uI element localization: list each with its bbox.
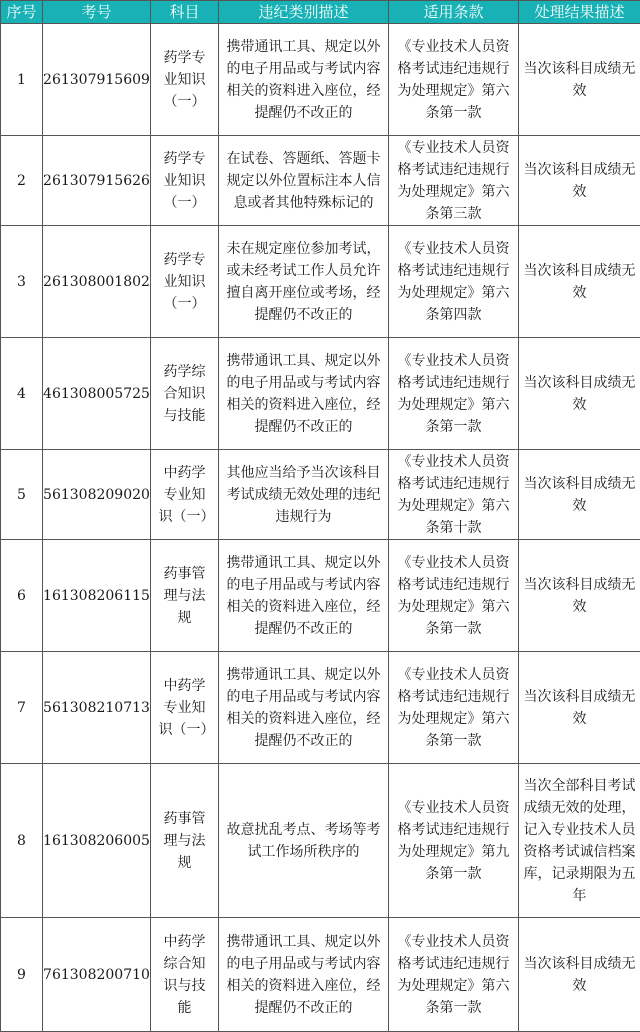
clause-text: 《专业技术人员资格考试违纪违规行为处理规定》第六条第一款 <box>394 931 514 1019</box>
subject-text: 药事管理与法规 <box>159 563 211 629</box>
clause-text: 《专业技术人员资格考试违纪违规行为处理规定》第九条第一款 <box>394 797 514 885</box>
cell-clause <box>389 764 519 918</box>
header-description: 违纪类别描述 <box>219 1 389 24</box>
table-row <box>1 338 640 450</box>
subject-text: 药学专业知识（一） <box>159 249 211 315</box>
cell-id: 261308001802 <box>43 226 151 338</box>
cell-no: 2 <box>1 136 43 226</box>
header-no: 序号 <box>1 1 43 24</box>
clause-text: 《专业技术人员资格考试违纪违规行为处理规定》第六条第一款 <box>394 664 514 752</box>
table-header <box>1 1 640 24</box>
header-subject: 科目 <box>151 1 219 24</box>
cell-result <box>519 918 640 1032</box>
subject-text: 药学专业知识（一） <box>159 148 211 214</box>
table-row <box>1 540 640 652</box>
cell-id: 161308206005 <box>43 764 151 918</box>
table-body <box>1 24 640 1032</box>
cell-description <box>219 226 389 338</box>
result-text: 当次该科目成绩无效 <box>524 58 636 102</box>
cell-no: 7 <box>1 652 43 764</box>
subject-text: 中药学专业知识（一） <box>159 675 211 741</box>
cell-clause <box>389 450 519 540</box>
cell-clause <box>389 338 519 450</box>
subject-text: 药学综合知识与技能 <box>159 361 211 427</box>
cell-clause <box>389 918 519 1032</box>
cell-clause <box>389 24 519 136</box>
cell-no: 5 <box>1 450 43 540</box>
cell-no: 4 <box>1 338 43 450</box>
cell-no: 3 <box>1 226 43 338</box>
result-text: 当次该科目成绩无效 <box>524 260 636 304</box>
cell-description <box>219 24 389 136</box>
subject-text: 中药学专业知识（一） <box>159 462 211 528</box>
description-text: 携带通讯工具、规定以外的电子用品或与考试内容相关的资料进入座位，经提醒仍不改正的 <box>224 931 384 1019</box>
result-text: 当次该科目成绩无效 <box>524 159 636 203</box>
table-row <box>1 764 640 918</box>
clause-text: 《专业技术人员资格考试违纪违规行为处理规定》第六条第一款 <box>394 552 514 640</box>
description-text: 携带通讯工具、规定以外的电子用品或与考试内容相关的资料进入座位，经提醒仍不改正的 <box>224 36 384 124</box>
table-row <box>1 226 640 338</box>
cell-subject <box>151 338 219 450</box>
subject-text: 中药学综合知识与技能 <box>159 931 211 1019</box>
cell-description <box>219 540 389 652</box>
header-result: 处理结果描述 <box>519 1 640 24</box>
subject-text: 药事管理与法规 <box>159 808 211 874</box>
cell-result <box>519 652 640 764</box>
table-row <box>1 24 640 136</box>
cell-id: 561308210713 <box>43 652 151 764</box>
cell-subject <box>151 226 219 338</box>
description-text: 携带通讯工具、规定以外的电子用品或与考试内容相关的资料进入座位，经提醒仍不改正的 <box>224 350 384 438</box>
description-text: 携带通讯工具、规定以外的电子用品或与考试内容相关的资料进入座位，经提醒仍不改正的 <box>224 552 384 640</box>
cell-result <box>519 338 640 450</box>
cell-result <box>519 540 640 652</box>
table-row <box>1 450 640 540</box>
table-row <box>1 652 640 764</box>
cell-description <box>219 450 389 540</box>
cell-result <box>519 764 640 918</box>
cell-no: 6 <box>1 540 43 652</box>
table-row <box>1 136 640 226</box>
cell-no: 1 <box>1 24 43 136</box>
clause-text: 《专业技术人员资格考试违纪违规行为处理规定》第六条第一款 <box>394 350 514 438</box>
clause-text: 《专业技术人员资格考试违纪违规行为处理规定》第六条第十款 <box>394 451 514 539</box>
clause-text: 《专业技术人员资格考试违纪违规行为处理规定》第六条第四款 <box>394 238 514 326</box>
description-text: 故意扰乱考点、考场等考试工作场所秩序的 <box>224 819 384 863</box>
cell-id: 261307915609 <box>43 24 151 136</box>
cell-id: 761308200710 <box>43 918 151 1032</box>
clause-text: 《专业技术人员资格考试违纪违规行为处理规定》第六条第一款 <box>394 36 514 124</box>
cell-description <box>219 918 389 1032</box>
cell-subject <box>151 652 219 764</box>
cell-clause <box>389 652 519 764</box>
header-id: 考号 <box>43 1 151 24</box>
cell-no: 9 <box>1 918 43 1032</box>
cell-description <box>219 764 389 918</box>
cell-clause <box>389 226 519 338</box>
cell-subject <box>151 24 219 136</box>
description-text: 未在规定座位参加考试，或未经考试工作人员允许擅自离开座位或考场，经提醒仍不改正的 <box>224 238 384 326</box>
cell-subject <box>151 918 219 1032</box>
cell-result <box>519 24 640 136</box>
table-row <box>1 918 640 1032</box>
cell-clause <box>389 136 519 226</box>
cell-description <box>219 338 389 450</box>
subject-text: 药学专业知识（一） <box>159 47 211 113</box>
result-text: 当次全部科目考试成绩无效的处理，记入专业技术人员资格考试诚信档案库，记录期限为五年 <box>524 775 636 907</box>
description-text: 在试卷、答题纸、答题卡规定以外位置标注本人信息或者其他特殊标记的 <box>224 148 384 214</box>
result-text: 当次该科目成绩无效 <box>524 372 636 416</box>
cell-description <box>219 136 389 226</box>
cell-subject <box>151 136 219 226</box>
cell-result <box>519 450 640 540</box>
cell-subject <box>151 764 219 918</box>
cell-no: 8 <box>1 764 43 918</box>
cell-id: 261307915626 <box>43 136 151 226</box>
cell-clause <box>389 540 519 652</box>
result-text: 当次该科目成绩无效 <box>524 574 636 618</box>
result-text: 当次该科目成绩无效 <box>524 473 636 517</box>
cell-subject <box>151 540 219 652</box>
result-text: 当次该科目成绩无效 <box>524 953 636 997</box>
cell-result <box>519 226 640 338</box>
cell-description <box>219 652 389 764</box>
cell-subject <box>151 450 219 540</box>
header-clause: 适用条款 <box>389 1 519 24</box>
header-row <box>1 1 640 24</box>
clause-text: 《专业技术人员资格考试违纪违规行为处理规定》第六条第三款 <box>394 137 514 225</box>
cell-id: 461308005725 <box>43 338 151 450</box>
cell-result <box>519 136 640 226</box>
result-text: 当次该科目成绩无效 <box>524 686 636 730</box>
description-text: 携带通讯工具、规定以外的电子用品或与考试内容相关的资料进入座位，经提醒仍不改正的 <box>224 664 384 752</box>
description-text: 其他应当给予当次该科目考试成绩无效处理的违纪违规行为 <box>224 462 384 528</box>
cell-id: 161308206115 <box>43 540 151 652</box>
cell-id: 561308209020 <box>43 450 151 540</box>
